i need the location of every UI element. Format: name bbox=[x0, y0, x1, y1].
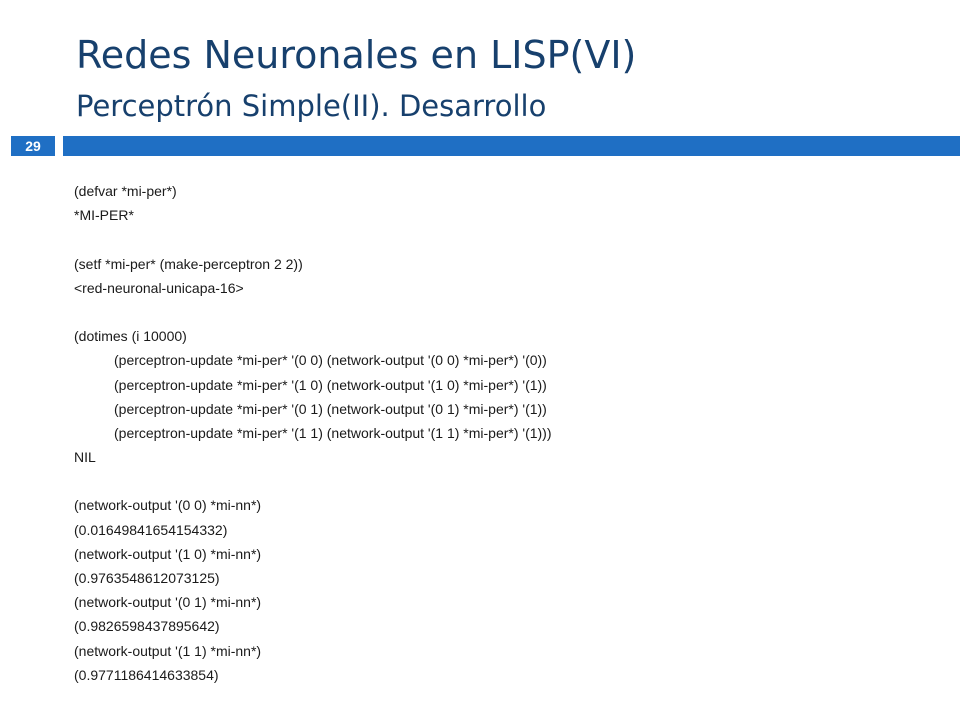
code-blank-line bbox=[74, 469, 934, 493]
code-line: NIL bbox=[74, 449, 96, 466]
slide-subtitle: Perceptrón Simple(II). Desarrollo bbox=[76, 89, 547, 123]
code-blank-line bbox=[74, 300, 934, 324]
code-line: (setf *mi-per* (make-perceptron 2 2)) bbox=[74, 255, 303, 272]
code-line: (0.9763548612073125) bbox=[74, 570, 220, 586]
code-line: (0.01649841654154332) bbox=[74, 521, 228, 538]
code-line: (network-output '(0 0) *mi-nn*) bbox=[74, 497, 262, 514]
code-line: (perceptron-update *mi-per* '(0 0) (network-output '(0 0) *mi-per*) '(0)) bbox=[114, 352, 547, 369]
code-line: (network-output '(1 1) *mi-nn*) bbox=[74, 642, 262, 659]
code-line: (network-output '(0 1) *mi-nn*) bbox=[74, 594, 262, 611]
code-line: (defvar *mi-per*) bbox=[74, 183, 177, 199]
code-line: <red-neuronal-unicapa-16> bbox=[74, 279, 244, 296]
code-line: (dotimes (i 10000) bbox=[74, 328, 187, 345]
code-blank-line bbox=[74, 227, 934, 251]
code-line: (perceptron-update *mi-per* '(0 1) (network-output '(0 1) *mi-per*) '(1)) bbox=[114, 400, 547, 417]
code-line: (network-output '(1 0) *mi-nn*) bbox=[74, 545, 262, 562]
code-line: (0.9826598437895642) bbox=[74, 618, 220, 635]
page-number-badge bbox=[11, 136, 55, 156]
code-line: (perceptron-update *mi-per* '(1 1) (network-output '(1 1) *mi-per*) '(1))) bbox=[114, 424, 552, 441]
slide-title: Redes Neuronales en LISP(VI) bbox=[76, 33, 637, 77]
header-divider-bar bbox=[63, 136, 960, 156]
code-line: (perceptron-update *mi-per* '(1 0) (network-output '(1 0) *mi-per*) '(1)) bbox=[114, 376, 547, 393]
code-line: *MI-PER* bbox=[74, 207, 134, 224]
code-listing bbox=[74, 179, 934, 687]
code-line: (0.9771186414633854) bbox=[74, 666, 219, 683]
page-number: 29 bbox=[25, 138, 41, 154]
